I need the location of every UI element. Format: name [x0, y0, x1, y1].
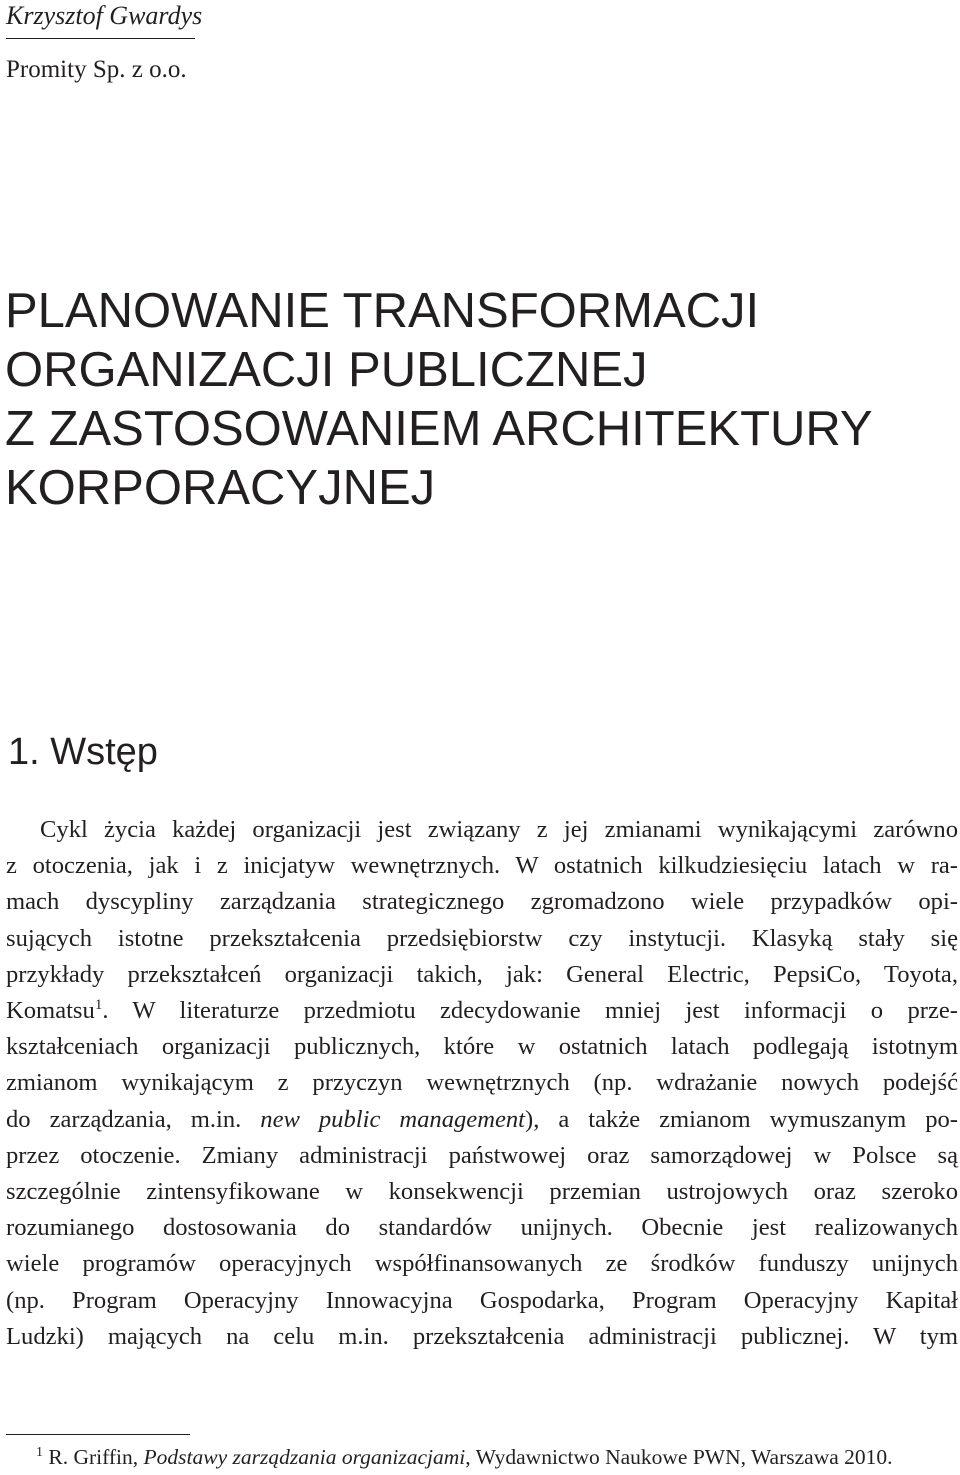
text-segment: ), a także zmianom wymuszanym po-	[525, 1105, 958, 1133]
section-heading: 1. Wstęp	[8, 731, 158, 773]
title-line: KORPORACYJNEJ	[5, 461, 436, 515]
footnote-book-title: Podstawy zarządzania organizacjami	[143, 1445, 466, 1469]
text-segment: Komatsu	[6, 997, 95, 1025]
body-paragraph	[6, 812, 958, 1355]
text-line: przez otoczenie. Zmiany administracji państwowej oraz samorządowej w Polsce są	[6, 1141, 958, 1169]
author-name: Krzysztof Gwardys	[6, 1, 203, 30]
text-line: sujących istotne przekształcenia przedsiębiorstw czy instytucji. Klasyką stały się	[6, 924, 958, 952]
text-line: kształceniach organizacji publicznych, które w ostatnich latach podlegają istotnym	[6, 1033, 958, 1061]
footnote-reference[interactable]: 1	[94, 997, 103, 1014]
title-line: Z ZASTOSOWANIEM ARCHITEKTURY	[5, 402, 873, 456]
text-line	[6, 1102, 958, 1138]
author-divider	[6, 38, 195, 39]
footnote	[36, 1440, 893, 1474]
text-line: zmianom wynikającym z przyczyn wewnętrznych (np. wdrażanie nowych podejść	[6, 1069, 958, 1097]
text-line: wiele programów operacyjnych współfinansowanych ze środków funduszy unijnych	[6, 1250, 958, 1278]
text-segment: . W literaturze przedmiotu zdecydowanie mniej jest informacji o prze-	[102, 997, 958, 1025]
text-line: przykłady przekształceń organizacji takich, jak: General Electric, PepsiCo, Toyota,	[6, 960, 958, 988]
footnote-divider	[6, 1434, 190, 1435]
text-line: z otoczenia, jak i z inicjatyw wewnętrznych. W ostatnich kilkudziesięciu latach w ra-	[6, 852, 958, 880]
title-line: PLANOWANIE TRANSFORMACJI	[5, 284, 760, 338]
text-line: Ludzki) mających na celu m.in. przekształcenia administracji publicznej. W tym	[6, 1322, 958, 1350]
footnote-number: 1	[36, 1445, 43, 1460]
text-line: (np. Program Operacyjny Innowacyjna Gospodarka, Program Operacyjny Kapitał	[6, 1286, 958, 1314]
text-line: rozumianego dostosowania do standardów unijnych. Obecnie jest realizowanych	[6, 1214, 958, 1242]
text-line: Cykl życia każdej organizacji jest związany z jej zmianami wynikającymi zarówno	[40, 816, 958, 843]
text-line	[6, 993, 958, 1029]
text-line: szczególnie zintensyfikowane w konsekwencji przemian ustrojowych oraz szeroko	[6, 1178, 958, 1206]
title-line: ORGANIZACJI PUBLICZNEJ	[5, 343, 648, 397]
footnote-text: R. Griffin,	[43, 1445, 144, 1469]
text-segment: do zarządzania, m.in.	[6, 1105, 261, 1133]
text-line: mach dyscypliny zarządzania strategicznego zgromadzono wiele przypadków opi-	[6, 888, 958, 916]
italic-term: new public management	[260, 1105, 526, 1133]
footnote-text: , Wydawnictwo Naukowe PWN, Warszawa 2010.	[465, 1445, 893, 1469]
chapter-title	[5, 282, 873, 518]
author-affiliation: Promity Sp. z o.o.	[6, 56, 187, 83]
